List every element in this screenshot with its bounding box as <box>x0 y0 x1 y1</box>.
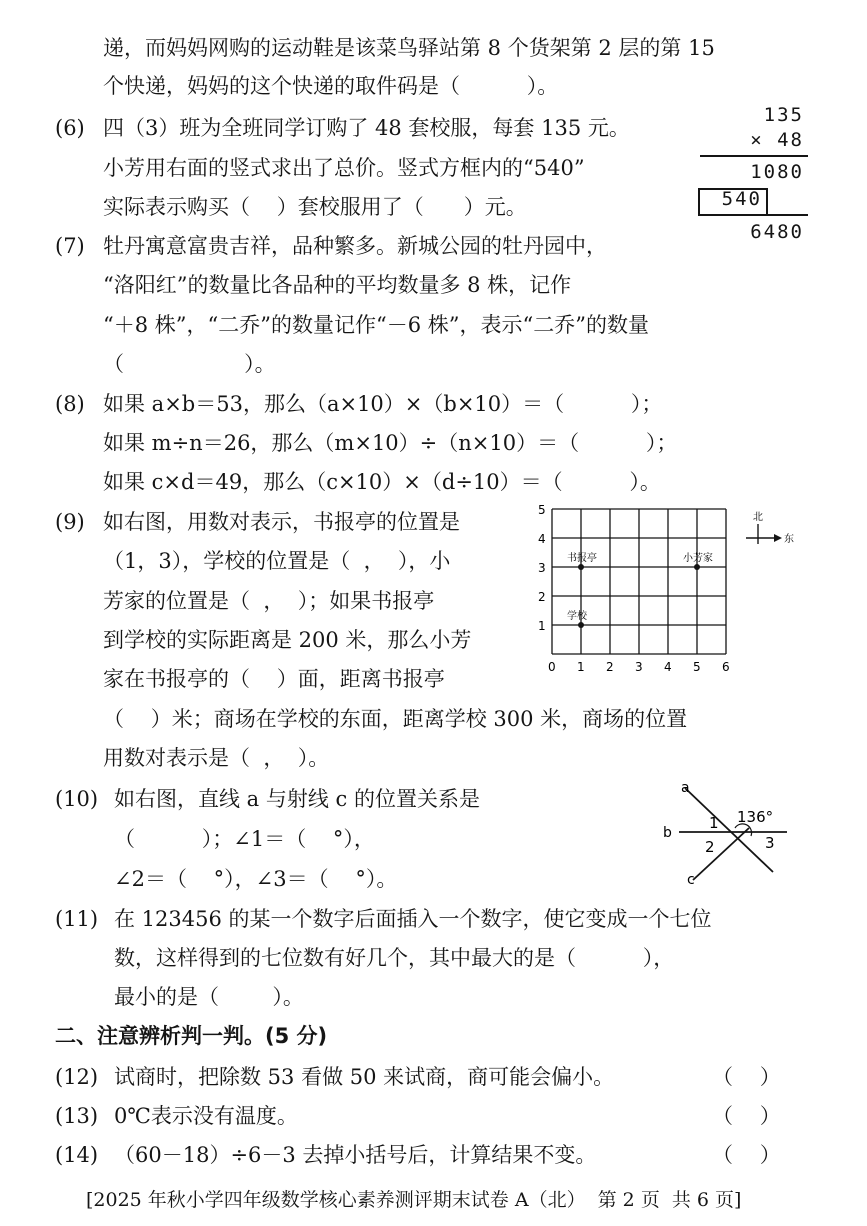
question-number: (11) <box>55 907 99 931</box>
text-line: 家在书报亭的（ ）面，距离书报亭 <box>103 667 445 691</box>
partial-product-2: 540 <box>721 188 762 210</box>
compass-north-label: 北 <box>753 512 763 523</box>
text-line: （ ）；∠1＝（ °）， <box>114 827 375 851</box>
text-line: 芳家的位置是（ ， ）；如果书报亭 <box>103 589 435 613</box>
text-line: （ ）。 <box>103 352 276 376</box>
text-line: 如果 m÷n＝26，那么（m×10）÷（n×10）＝（ ）； <box>103 431 678 455</box>
label-a: a <box>681 780 690 796</box>
x-tick-label: 6 <box>722 660 730 674</box>
answer-parentheses[interactable]: （ ） <box>712 1065 781 1089</box>
rule-2 <box>700 214 808 216</box>
question-number: (12) <box>55 1065 99 1089</box>
text-line: “洛阳红”的数量比各品种的平均数量多 8 株，记作 <box>103 273 572 297</box>
product: 6480 <box>750 221 804 243</box>
label-b: b <box>663 825 672 841</box>
page-footer: [2025 年秋小学四年级数学核心素养测评期末试卷 A（北） 第 2 页 共 6 页] <box>86 1189 742 1211</box>
label-3: 3 <box>765 834 775 852</box>
text-line: 用数对表示是（ ， ）。 <box>103 746 330 770</box>
text-line: 个快递，妈妈的这个快递的取件码是（ ）。 <box>103 74 559 98</box>
line-a <box>685 788 773 872</box>
x-tick-label: 1 <box>577 660 585 674</box>
text-line: 实际表示购买（ ）套校服用了（ ）元。 <box>103 195 527 219</box>
text-line: 小芳用右面的竖式求出了总价。竖式方框内的“540” <box>103 156 585 180</box>
coordinate-grid <box>530 500 800 680</box>
x-tick-label: 0 <box>548 660 556 674</box>
partial-product-1: 1080 <box>750 161 804 183</box>
text-line: 如右图，用数对表示，书报亭的位置是 <box>103 510 460 534</box>
y-tick-label: 4 <box>538 532 546 546</box>
angle-figure <box>655 780 795 890</box>
text-line: 如果 c×d＝49，那么（c×10）×（d÷10）＝（ ）。 <box>103 470 661 494</box>
multiplier: × 48 <box>750 129 804 151</box>
question-number: (6) <box>55 116 85 140</box>
text-line: 牡丹寓意富贵吉祥，品种繁多。新城公园的牡丹园中， <box>103 234 607 258</box>
text-line: （1，3），学校的位置是（ ， ），小 <box>103 549 451 573</box>
text-line: （60－18）÷6－3 去掉小括号后，计算结果不变。 <box>114 1143 597 1167</box>
y-tick-label: 3 <box>538 561 546 575</box>
text-line: 四（3）班为全班同学订购了 48 套校服，每套 135 元。 <box>103 116 630 140</box>
y-tick-label: 5 <box>538 503 546 517</box>
text-line: 数，这样得到的七位数有好几个，其中最大的是（ ）， <box>114 946 675 970</box>
y-tick-label: 2 <box>538 590 546 604</box>
text-line: 在 123456 的某一个数字后面插入一个数字，使它变成一个七位 <box>114 907 712 931</box>
grid-point <box>578 564 584 570</box>
grid-point-label: 书报亭 <box>567 553 597 564</box>
y-tick-label: 1 <box>538 619 546 633</box>
label-2: 2 <box>705 838 715 856</box>
x-tick-label: 5 <box>693 660 701 674</box>
text-line: 最小的是（ ）。 <box>114 985 304 1009</box>
vertical-multiplication <box>698 104 808 254</box>
grid-point-label: 小芳家 <box>683 553 713 564</box>
question-number: (13) <box>55 1104 99 1128</box>
text-line: 0℃表示没有温度。 <box>114 1104 298 1128</box>
grid-point <box>694 564 700 570</box>
text-line: 如果 a×b＝53，那么（a×10）×（b×10）＝（ ）； <box>103 392 663 416</box>
text-line: ∠2＝（ °），∠3＝（ °）。 <box>114 867 398 891</box>
text-line: 如右图，直线 a 与射线 c 的位置关系是 <box>114 787 480 811</box>
text-line: 递，而妈妈网购的运动鞋是该菜鸟驿站第 8 个货架第 2 层的第 15 <box>103 36 715 60</box>
ray-c <box>693 828 749 880</box>
grid-point <box>578 622 584 628</box>
text-line: （ ）米；商场在学校的东面，距离学校 300 米，商场的位置 <box>103 707 688 731</box>
question-number: (10) <box>55 787 99 811</box>
text-line: 试商时，把除数 53 看做 50 来试商，商可能会偏小。 <box>114 1065 615 1089</box>
section-heading: 二、注意辨析判一判。(5 分) <box>55 1024 328 1048</box>
text-line: 到学校的实际距离是 200 米，那么小芳 <box>103 628 472 652</box>
answer-parentheses[interactable]: （ ） <box>712 1143 781 1167</box>
question-number: (9) <box>55 510 85 534</box>
compass-arrow-icon <box>774 534 782 542</box>
compass-east-label: 东 <box>784 534 794 545</box>
grid-point-label: 学校 <box>567 611 587 622</box>
question-number: (7) <box>55 234 85 258</box>
question-number: (8) <box>55 392 85 416</box>
x-tick-label: 2 <box>606 660 614 674</box>
multiplicand: 135 <box>763 104 804 126</box>
label-1: 1 <box>709 814 719 832</box>
question-number: (14) <box>55 1143 99 1167</box>
label-c: c <box>687 872 695 888</box>
label-136: 136° <box>737 808 774 826</box>
answer-parentheses[interactable]: （ ） <box>712 1104 781 1128</box>
x-tick-label: 3 <box>635 660 643 674</box>
x-tick-label: 4 <box>664 660 672 674</box>
text-line: “＋8 株”，“二乔”的数量记作“－6 株”，表示“二乔”的数量 <box>103 313 649 337</box>
rule-1 <box>700 155 808 157</box>
